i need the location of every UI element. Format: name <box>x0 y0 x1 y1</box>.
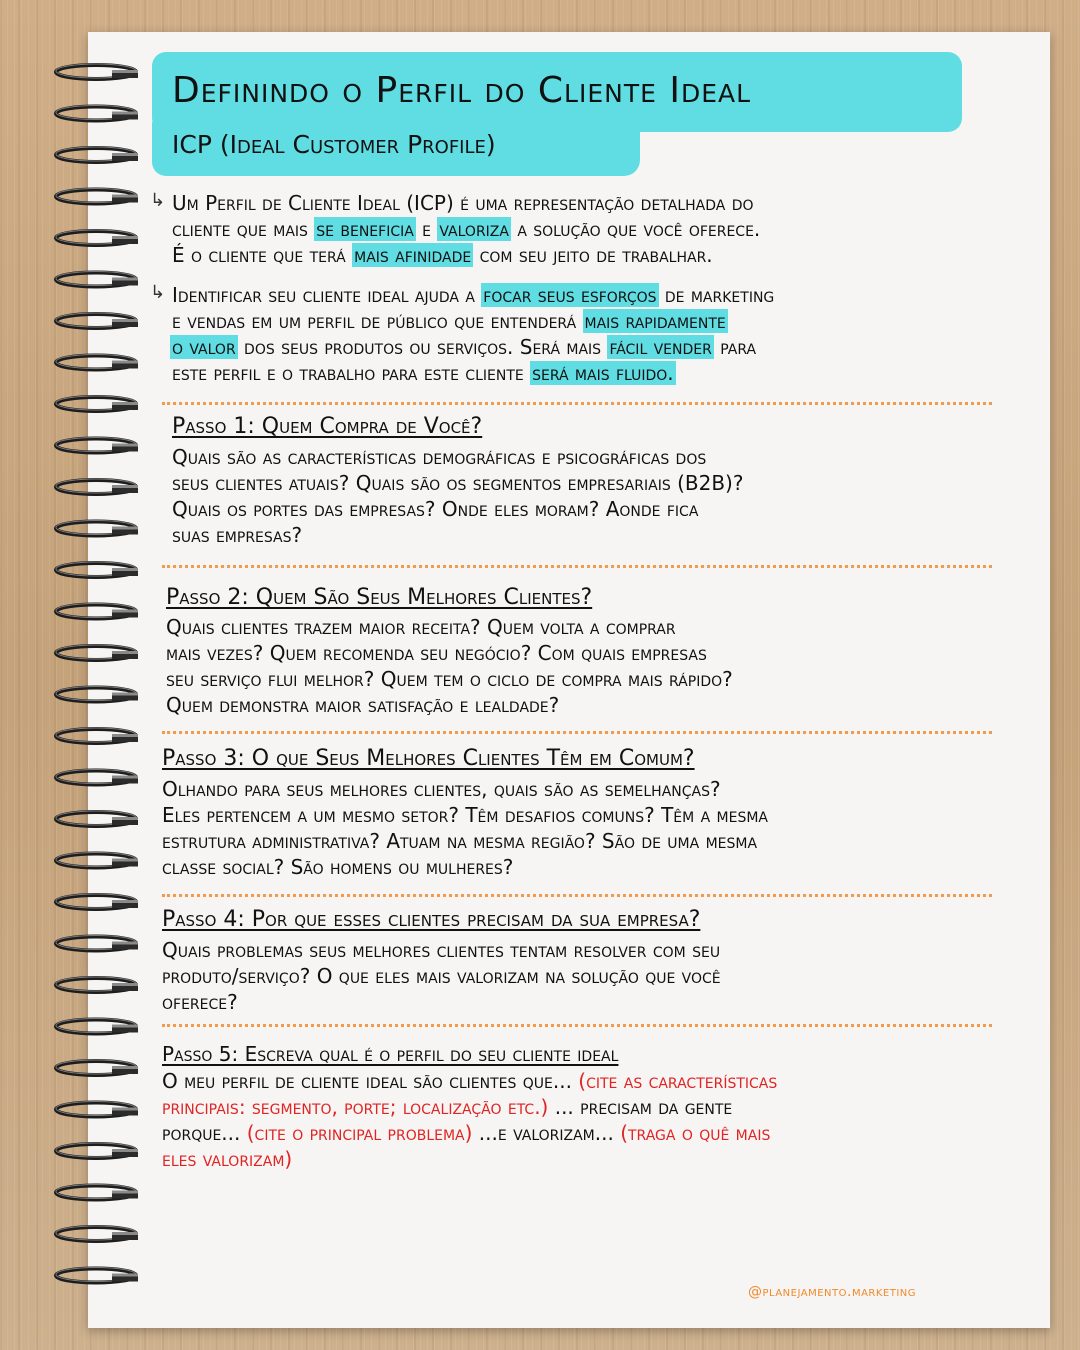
spiral-ring <box>56 1268 138 1283</box>
spiral-ring <box>56 728 138 743</box>
step-1-title: Passo 1: Quem Compra de Você? <box>172 414 483 439</box>
step-3-line: estrutura administrativa? Atuam na mesma região? São de uma mesma <box>162 829 758 853</box>
spiral-ring <box>56 1102 138 1117</box>
spiral-ring <box>56 645 138 660</box>
step-5-line1: O meu perfil de cliente ideal são clientes que... (cite as características <box>162 1069 778 1093</box>
spiral-ring <box>56 230 138 245</box>
spiral-ring <box>56 1226 138 1241</box>
spiral-ring <box>56 479 138 494</box>
step-1-line: suas empresas? <box>172 523 303 547</box>
spiral-binding <box>50 62 142 1292</box>
step-2-line: Quem demonstra maior satisfação e lealdade? <box>166 693 560 717</box>
spiral-ring <box>56 396 138 411</box>
step-1-line: Quais são as características demográficas e psicográficas dos <box>172 445 707 469</box>
arrow-icon: ↳ <box>150 190 166 211</box>
spiral-ring <box>56 894 138 909</box>
spiral-ring <box>56 1143 138 1158</box>
spiral-ring <box>56 604 138 619</box>
step-5-line3: porque... (cite o principal problema) ...e valorizam... (traga o quê mais <box>162 1121 771 1145</box>
step-4-line: Quais problemas seus melhores clientes tentam resolver com seu <box>162 938 721 962</box>
spiral-ring <box>56 977 138 992</box>
step-2-line: seu serviço flui melhor? Quem tem o ciclo de compra mais rápido? <box>166 667 733 691</box>
step-3-line: classe social? São homens ou mulheres? <box>162 855 514 879</box>
spiral-ring <box>56 313 138 328</box>
page-title: Definindo o Perfil do Cliente Ideal <box>172 70 752 111</box>
dotted-divider <box>162 565 992 568</box>
step-1-line: seus clientes atuais? Quais são os segmentos empresariais (B2B)? <box>172 471 744 495</box>
spiral-ring <box>56 106 138 121</box>
dotted-divider <box>162 1024 992 1027</box>
dotted-divider <box>162 402 992 405</box>
spiral-ring <box>56 438 138 453</box>
step-4-line: oferece? <box>162 990 238 1014</box>
spiral-ring <box>56 521 138 536</box>
step-4-line: produto/serviço? O que eles mais valorizam na solução que você <box>162 964 721 988</box>
intro-p1-line1: Um Perfil de Cliente Ideal (ICP) é uma representação detalhada do <box>172 191 754 215</box>
step-5-line2: principais: segmento, porte; localização etc.) ... precisam da gente <box>162 1095 733 1119</box>
step-5-title: Passo 5: Escreva qual é o perfil do seu cliente ideal <box>162 1042 619 1066</box>
step-3-title: Passo 3: O que Seus Melhores Clientes Têm em Comum? <box>162 746 695 771</box>
spiral-ring <box>56 147 138 162</box>
spiral-ring <box>56 687 138 702</box>
intro-p1-line2: cliente que mais se beneficia e valoriza a solução que você oferece. <box>172 217 761 241</box>
spiral-ring <box>56 189 138 204</box>
intro-p2-line1: Identificar seu cliente ideal ajuda a focar seus esforços de marketing <box>172 283 775 307</box>
spiral-ring <box>56 64 138 79</box>
dotted-divider <box>162 731 992 734</box>
step-2-line: mais vezes? Quem recomenda seu negócio? Com quais empresas <box>166 641 707 665</box>
intro-p1-line3: É o cliente que terá mais afinidade com seu jeito de trabalhar. <box>172 243 713 267</box>
intro-p2-line4: este perfil e o trabalho para este cliente será mais fluido. <box>172 361 674 385</box>
step-3-line: Olhando para seus melhores clientes, quais são as semelhanças? <box>162 777 721 801</box>
author-handle: @planejamento.marketing <box>748 1284 917 1300</box>
spiral-ring <box>56 272 138 287</box>
spiral-ring <box>56 770 138 785</box>
spiral-ring <box>56 936 138 951</box>
spiral-ring <box>56 811 138 826</box>
step-2-line: Quais clientes trazem maior receita? Quem volta a comprar <box>166 615 676 639</box>
step-5-line4: eles valorizam) <box>162 1147 293 1171</box>
spiral-ring <box>56 562 138 577</box>
spiral-ring <box>56 1019 138 1034</box>
intro-p2-line2: e vendas em um perfil de público que entenderá mais rapidamente <box>172 309 726 333</box>
dotted-divider <box>162 894 992 897</box>
spiral-ring <box>56 1060 138 1075</box>
spiral-ring <box>56 355 138 370</box>
spiral-ring <box>56 853 138 868</box>
step-1-line: Quais os portes das empresas? Onde eles moram? Aonde fica <box>172 497 699 521</box>
arrow-icon: ↳ <box>150 282 166 303</box>
step-4-title: Passo 4: Por que esses clientes precisam da sua empresa? <box>162 907 701 932</box>
page-subtitle: ICP (Ideal Customer Profile) <box>172 130 496 159</box>
spiral-ring <box>56 1185 138 1200</box>
step-2-title: Passo 2: Quem São Seus Melhores Clientes? <box>166 585 593 610</box>
step-3-line: Eles pertencem a um mesmo setor? Têm desafios comuns? Têm a mesma <box>162 803 768 827</box>
intro-p2-line3: o valor dos seus produtos ou serviços. Será mais fácil vender para <box>172 335 757 359</box>
